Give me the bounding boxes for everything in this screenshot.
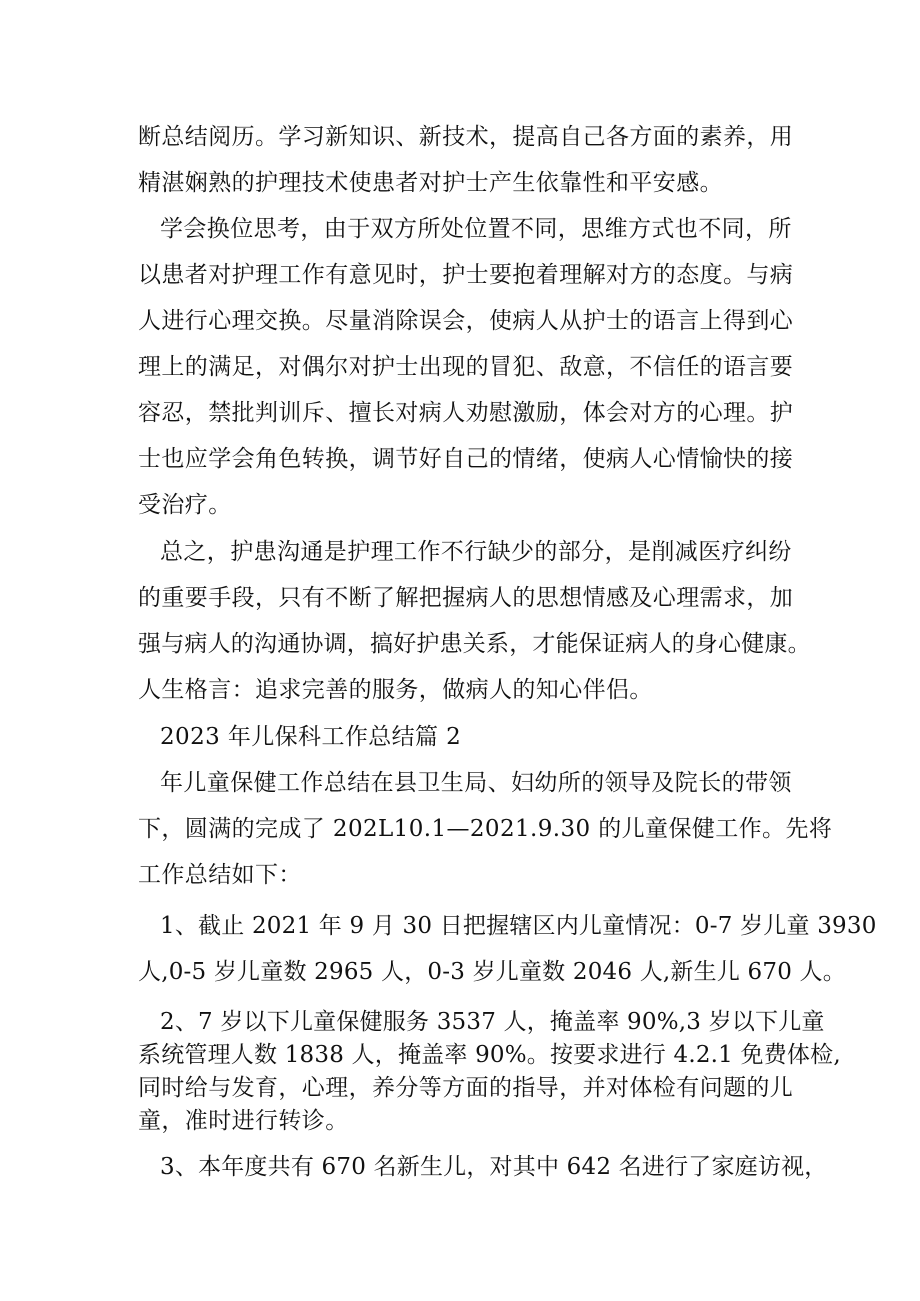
paragraph-line: 以患者对护理工作有意见时，护士要抱着理解对方的态度。与病: [138, 262, 794, 288]
paragraph-line: 人生格言：追求完善的服务，做病人的知心伴侣。: [138, 677, 653, 703]
list-item-line: 同时给与发育，心理，养分等方面的指导，并对体检有问题的儿: [138, 1075, 794, 1101]
paragraph-line: 的重要手段，只有不断了解把握病人的思想情感及心理需求，加: [138, 585, 794, 611]
list-item-line: 2、7 岁以下儿童保健服务 3537 人，掩盖率 90%,3 岁以下儿童: [160, 1009, 825, 1035]
paragraph-line: 总之，护患沟通是护理工作不行缺少的部分，是削减医疗纠纷: [160, 539, 792, 565]
paragraph-line: 人进行心理交换。尽量消除误会，使病人从护士的语言上得到心: [138, 308, 794, 334]
list-item-line: 童，准时进行转诊。: [138, 1108, 349, 1134]
list-item-line: 3、本年度共有 670 名新生儿，对其中 642 名进行了家庭访视，: [160, 1154, 828, 1180]
paragraph-line: 容忍，禁批判训斥、擅长对病人劝慰激励，体会对方的心理。护: [138, 400, 794, 426]
paragraph-line: 下，圆满的完成了 202L10.1—2021.9.30 的儿童保健工作。先将: [138, 816, 833, 842]
paragraph-line: 断总结阅历。学习新知识、新技术，提高自己各方面的素养，用: [138, 124, 794, 150]
list-item-line: 人,0-5 岁儿童数 2965 人，0-3 岁儿童数 2046 人,新生儿 670 人。: [138, 959, 846, 985]
section-heading: 2023 年儿保科工作总结篇 2: [160, 724, 462, 750]
paragraph-line: 学会换位思考，由于双方所处位置不同，思维方式也不同，所: [160, 216, 792, 242]
list-item-line: 1、截止 2021 年 9 月 30 日把握辖区内儿童情况：0-7 岁儿童 3930: [160, 913, 877, 939]
paragraph-line: 强与病人的沟通协调，搞好护患关系，才能保证病人的身心健康。: [138, 631, 811, 657]
list-item-line: 系统管理人数 1838 人，掩盖率 90%。按要求进行 4.2.1 免费体检,: [138, 1042, 841, 1068]
paragraph-line: 精湛娴熟的护理技术使患者对护士产生依靠性和平安感。: [138, 170, 723, 196]
paragraph-line: 理上的满足，对偶尔对护士出现的冒犯、敌意，不信任的语言要: [138, 354, 794, 380]
paragraph-line: 受治疗。: [138, 492, 232, 518]
paragraph-line: 年儿童保健工作总结在县卫生局、妇幼所的领导及院长的带领: [160, 770, 792, 796]
paragraph-line: 士也应学会角色转换，调节好自己的情绪，使病人心情愉快的接: [138, 446, 794, 472]
paragraph-line: 工作总结如下：: [138, 862, 302, 888]
